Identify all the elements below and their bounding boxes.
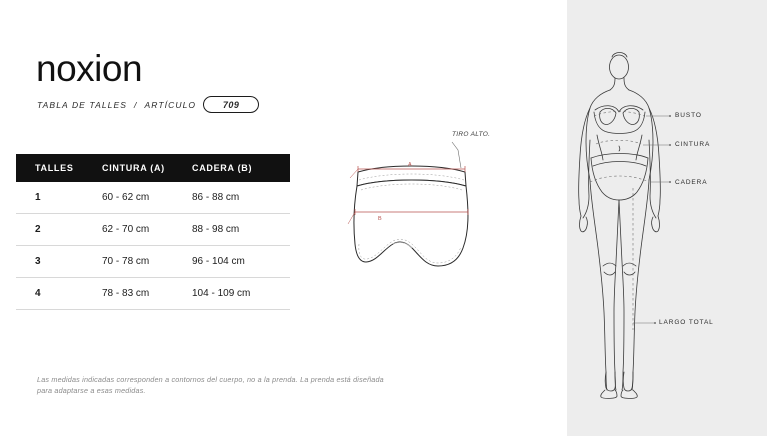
- column-header-cadera: CADERA (B): [192, 163, 253, 173]
- label-largo-total: LARGO TOTAL: [659, 319, 714, 326]
- tiro-alto-label: TIRO ALTO.: [452, 131, 491, 138]
- measurements-note: Las medidas indicadas corresponden a contornos del cuerpo, no a la prenda. La prenda está diseñada para adaptarse a esas medidas.: [37, 375, 384, 396]
- tabla-de-talles-label: TABLA DE TALLES: [37, 99, 128, 110]
- table-row: [16, 214, 290, 246]
- header-subline: [37, 96, 259, 113]
- separator-slash: /: [134, 99, 138, 110]
- table-row: [16, 246, 290, 278]
- cell-cintura: 60 - 62 cm: [102, 192, 150, 203]
- high-waist-brief-drawing: [330, 120, 560, 310]
- cell-talle: 4: [35, 288, 41, 299]
- garment-illustration: [330, 120, 560, 310]
- cell-cadera: 96 - 104 cm: [192, 256, 245, 267]
- female-body-figure: [567, 0, 767, 436]
- size-table: [16, 154, 290, 310]
- cell-talle: 3: [35, 256, 41, 267]
- cell-cadera: 86 - 88 cm: [192, 192, 240, 203]
- measure-label-b: B: [378, 216, 382, 222]
- cell-talle: 2: [35, 224, 41, 235]
- cell-cintura: 62 - 70 cm: [102, 224, 150, 235]
- brand-logo: noxion: [36, 48, 143, 89]
- label-cadera: CADERA: [675, 179, 708, 186]
- column-header-cintura: CINTURA (A): [102, 163, 165, 173]
- articulo-value-badge: 709: [203, 96, 259, 113]
- articulo-label: ARTÍCULO: [144, 99, 197, 110]
- label-cintura: CINTURA: [675, 141, 711, 148]
- label-busto: BUSTO: [675, 112, 702, 119]
- cell-cadera: 104 - 109 cm: [192, 288, 251, 299]
- body-diagram-panel: [567, 0, 767, 436]
- table-row: [16, 182, 290, 214]
- measure-label-a: A: [408, 162, 412, 168]
- cell-cintura: 70 - 78 cm: [102, 256, 150, 267]
- column-header-talles: TALLES: [35, 163, 74, 173]
- table-header-row: [16, 154, 290, 182]
- cell-talle: 1: [35, 192, 41, 203]
- cell-cintura: 78 - 83 cm: [102, 288, 150, 299]
- table-row: [16, 278, 290, 310]
- cell-cadera: 88 - 98 cm: [192, 224, 240, 235]
